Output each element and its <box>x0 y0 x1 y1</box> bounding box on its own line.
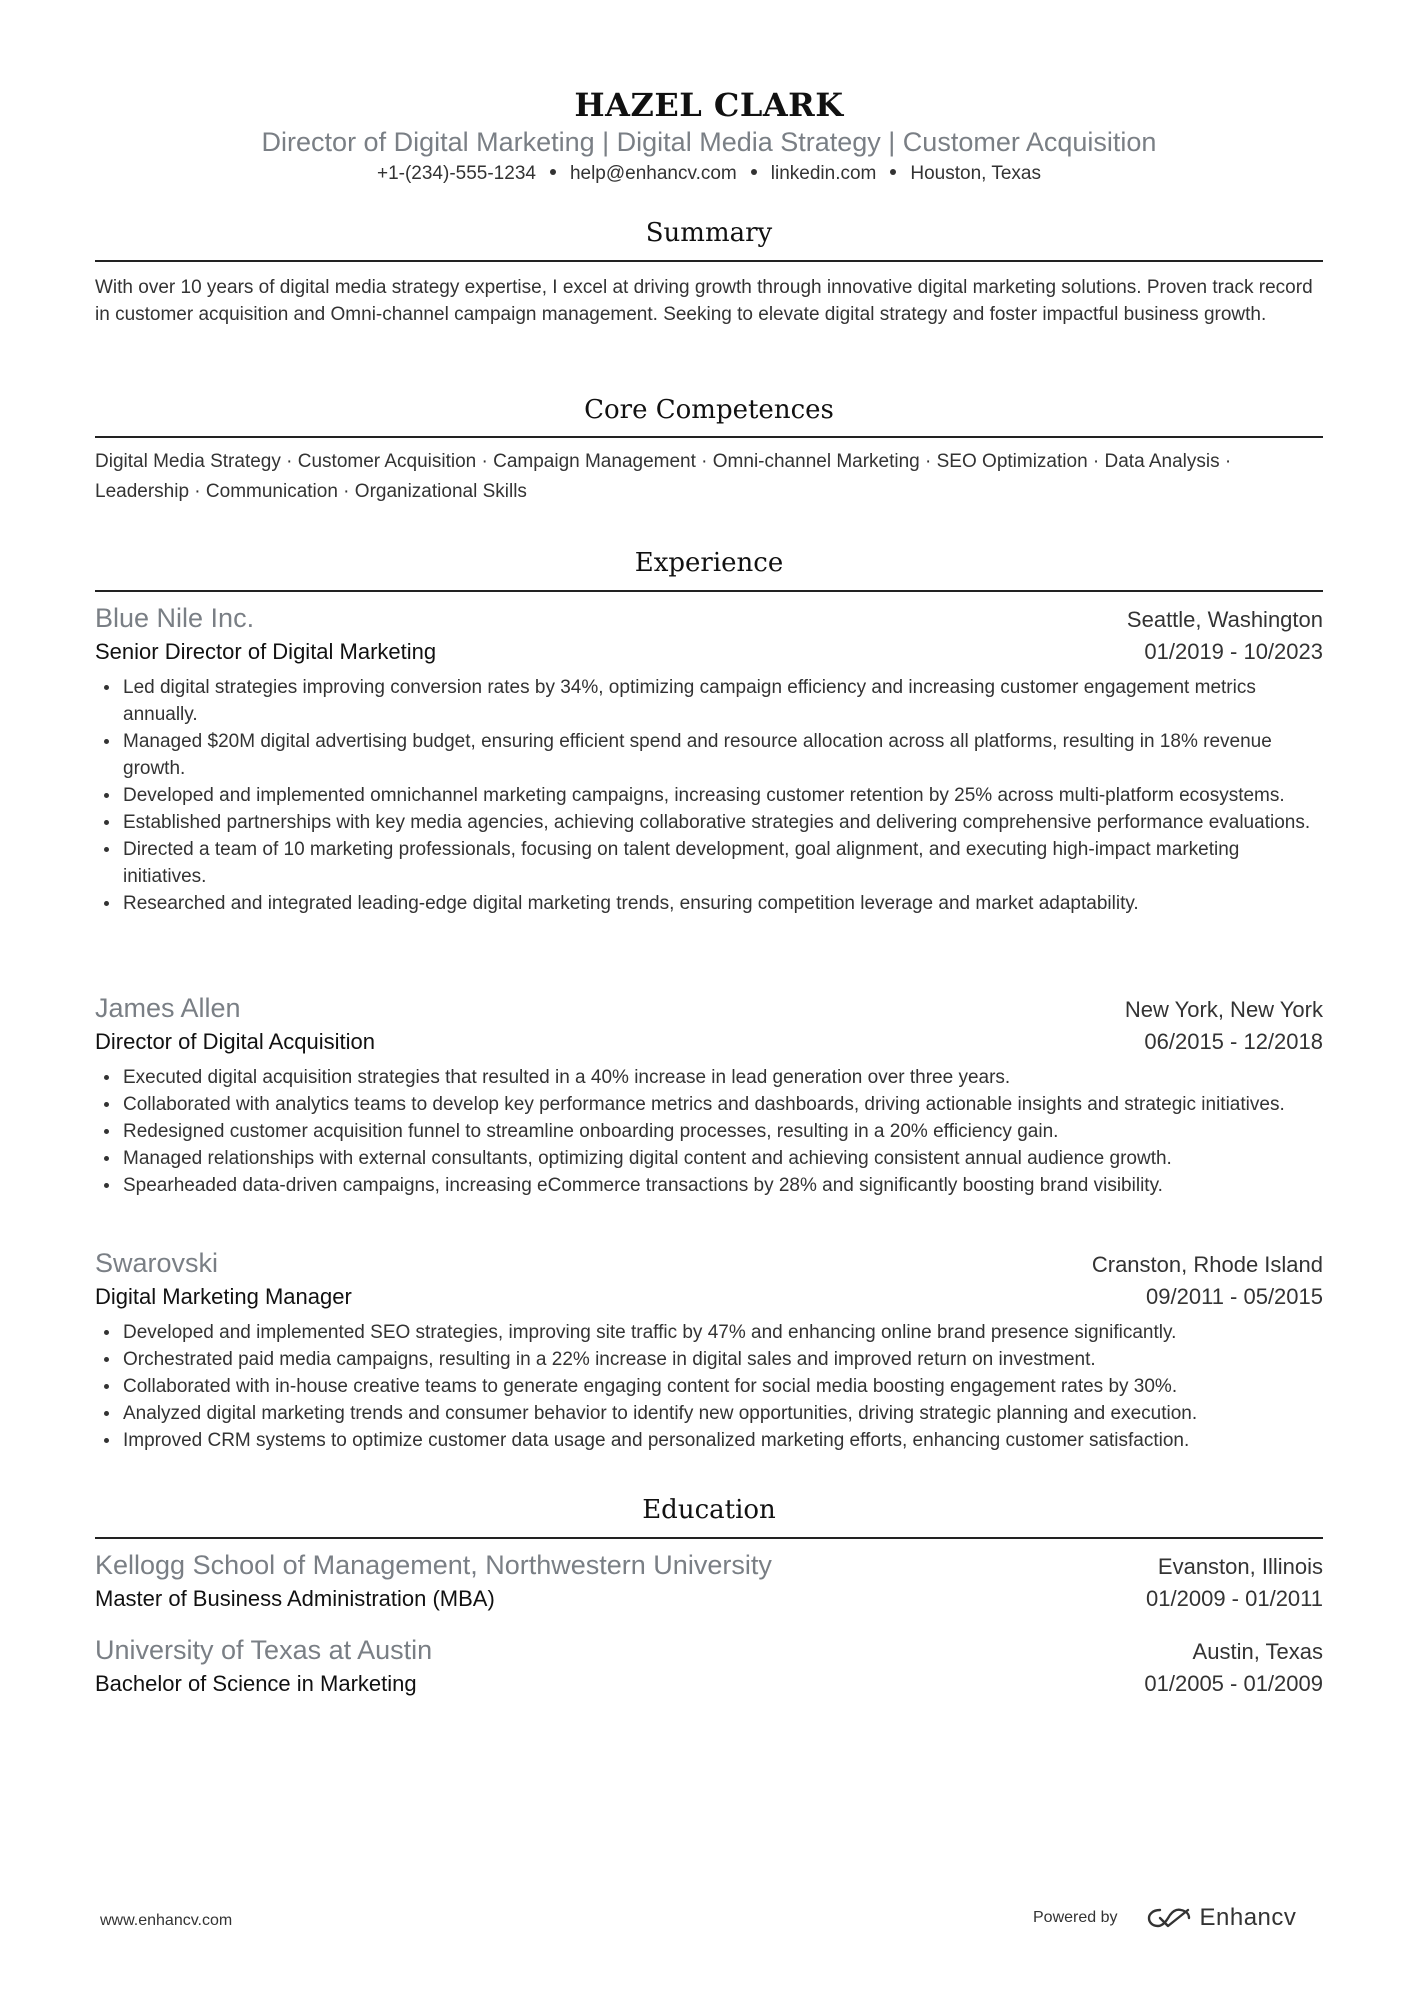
competences-text: Digital Media Strategy · Customer Acquisition · Campaign Management · Omni-channel Marketing · SEO Optimization · Data Analysis · Leadership · Communication · Organizational Skills <box>95 451 1232 502</box>
education-subheader <box>95 1586 1323 1612</box>
list-item: Executed digital acquisition strategies that resulted in a 40% increase in lead generation over three years. <box>95 1064 1323 1091</box>
job-title: Director of Digital Acquisition <box>95 1029 376 1054</box>
job-bullets <box>95 1064 1323 1199</box>
list-item: Established partnerships with key media agencies, achieving collaborative strategies and delivering comprehensive performance evaluations. <box>95 809 1323 836</box>
job-title: Senior Director of Digital Marketing <box>95 639 437 664</box>
job-bullets <box>95 674 1323 917</box>
list-item: Improved CRM systems to optimize customer data usage and personalized marketing efforts, enhancing customer satisfaction. <box>95 1427 1323 1454</box>
contact-line <box>95 163 1323 185</box>
school-location: Evanston, Illinois <box>1157 1554 1323 1579</box>
education-header <box>95 1635 1323 1666</box>
list-item: Collaborated with analytics teams to develop key performance metrics and dashboards, driving actionable insights and strategic initiatives. <box>95 1091 1323 1118</box>
job-dates: 01/2019 - 10/2023 <box>1144 639 1323 664</box>
job-dates: 06/2015 - 12/2018 <box>1144 1029 1323 1054</box>
powered-by-label: Powered by <box>1033 1909 1118 1926</box>
company-name: Blue Nile Inc. <box>95 603 255 633</box>
company-name: Swarovski <box>95 1248 219 1278</box>
degree-name: Master of Business Administration (MBA) <box>95 1586 495 1611</box>
contact-phone[interactable]: +1-(234)-555-1234 <box>376 163 536 184</box>
section-divider <box>95 260 1323 262</box>
job-location: Cranston, Rhode Island <box>1091 1252 1323 1277</box>
list-item: Collaborated with in-house creative teams to generate engaging content for social media boosting engagement rates by 30%. <box>95 1373 1323 1400</box>
job-subheader <box>95 1029 1323 1055</box>
job-subheader <box>95 1284 1323 1310</box>
list-item: Developed and implemented SEO strategies, improving site traffic by 47% and enhancing online brand presence significantly. <box>95 1319 1323 1346</box>
job-dates: 09/2011 - 05/2015 <box>1146 1284 1323 1309</box>
job-header <box>95 993 1323 1024</box>
list-item: Spearheaded data-driven campaigns, increasing eCommerce transactions by 28% and significantly boosting brand visibility. <box>95 1172 1323 1199</box>
school-name: Kellogg School of Management, Northwestern University <box>95 1550 772 1580</box>
company-name: James Allen <box>95 993 241 1023</box>
candidate-tagline: Director of Digital Marketing | Digital Media Strategy | Customer Acquisition <box>261 127 1157 157</box>
section-divider <box>95 590 1323 592</box>
job-title: Digital Marketing Manager <box>95 1284 352 1309</box>
job-header <box>95 1248 1323 1279</box>
list-item: Managed $20M digital advertising budget, ensuring efficient spend and resource allocation across all platforms, resulting in 18% revenue growth. <box>95 728 1323 782</box>
list-item: Developed and implemented omnichannel marketing campaigns, increasing customer retention by 25% across multi-platform ecosystems. <box>95 782 1323 809</box>
list-item: Managed relationships with external consultants, optimizing digital content and achieving consistent annual audience growth. <box>95 1145 1323 1172</box>
bullet-separator-icon <box>751 169 757 175</box>
education-dates: 01/2005 - 01/2009 <box>1144 1671 1323 1696</box>
list-item: Redesigned customer acquisition funnel to streamline onboarding processes, resulting in a 20% efficiency gain. <box>95 1118 1323 1145</box>
job-subheader <box>95 639 1323 665</box>
summary-text: With over 10 years of digital media strategy expertise, I excel at driving growth through innovative digital marketing solutions. Proven track record in customer acquisition and Omni-channel campaign management. Seeking to elevate digital strategy and foster impactful business growth. <box>95 277 1313 325</box>
summary-title: Summary <box>645 218 773 248</box>
candidate-name: HAZEL CLARK <box>574 86 844 124</box>
school-location: Austin, Texas <box>1192 1639 1323 1664</box>
section-divider <box>95 436 1323 438</box>
job-location: Seattle, Washington <box>1126 607 1323 632</box>
bullet-separator-icon <box>890 169 896 175</box>
school-name: University of Texas at Austin <box>95 1635 433 1665</box>
experience-title: Experience <box>634 548 784 578</box>
job-bullets <box>95 1319 1323 1454</box>
list-item: Analyzed digital marketing trends and consumer behavior to identify new opportunities, driving strategic planning and execution. <box>95 1400 1323 1427</box>
job-location: New York, New York <box>1124 997 1323 1022</box>
list-item: Researched and integrated leading-edge digital marketing trends, ensuring competition leverage and market adaptability. <box>95 890 1323 917</box>
education-subheader <box>95 1671 1323 1697</box>
contact-email[interactable]: help@enhancv.com <box>569 163 737 184</box>
bullet-separator-icon <box>550 169 556 175</box>
enhancv-logo[interactable] <box>1146 1904 1297 1932</box>
footer-branding[interactable] <box>1033 1904 1296 1932</box>
degree-name: Bachelor of Science in Marketing <box>95 1671 417 1696</box>
education-title: Education <box>642 1495 776 1525</box>
education-dates: 01/2009 - 01/2011 <box>1146 1586 1323 1611</box>
enhancv-logo-icon <box>1146 1905 1194 1931</box>
list-item: Directed a team of 10 marketing professionals, focusing on talent development, goal alignment, and executing high-impact marketing initiatives. <box>95 836 1323 890</box>
brand-name: Enhancv <box>1199 1904 1297 1931</box>
contact-location: Houston, Texas <box>910 163 1041 184</box>
competences-title: Core Competences <box>584 395 834 425</box>
list-item: Led digital strategies improving conversion rates by 34%, optimizing campaign efficiency and increasing customer engagement metrics annually. <box>95 674 1323 728</box>
education-header <box>95 1550 1323 1581</box>
job-header <box>95 603 1323 634</box>
footer-site-link[interactable]: www.enhancv.com <box>100 1912 233 1929</box>
contact-linkedin[interactable]: linkedin.com <box>770 163 877 184</box>
list-item: Orchestrated paid media campaigns, resulting in a 22% increase in digital sales and improved return on investment. <box>95 1346 1323 1373</box>
section-divider <box>95 1537 1323 1539</box>
